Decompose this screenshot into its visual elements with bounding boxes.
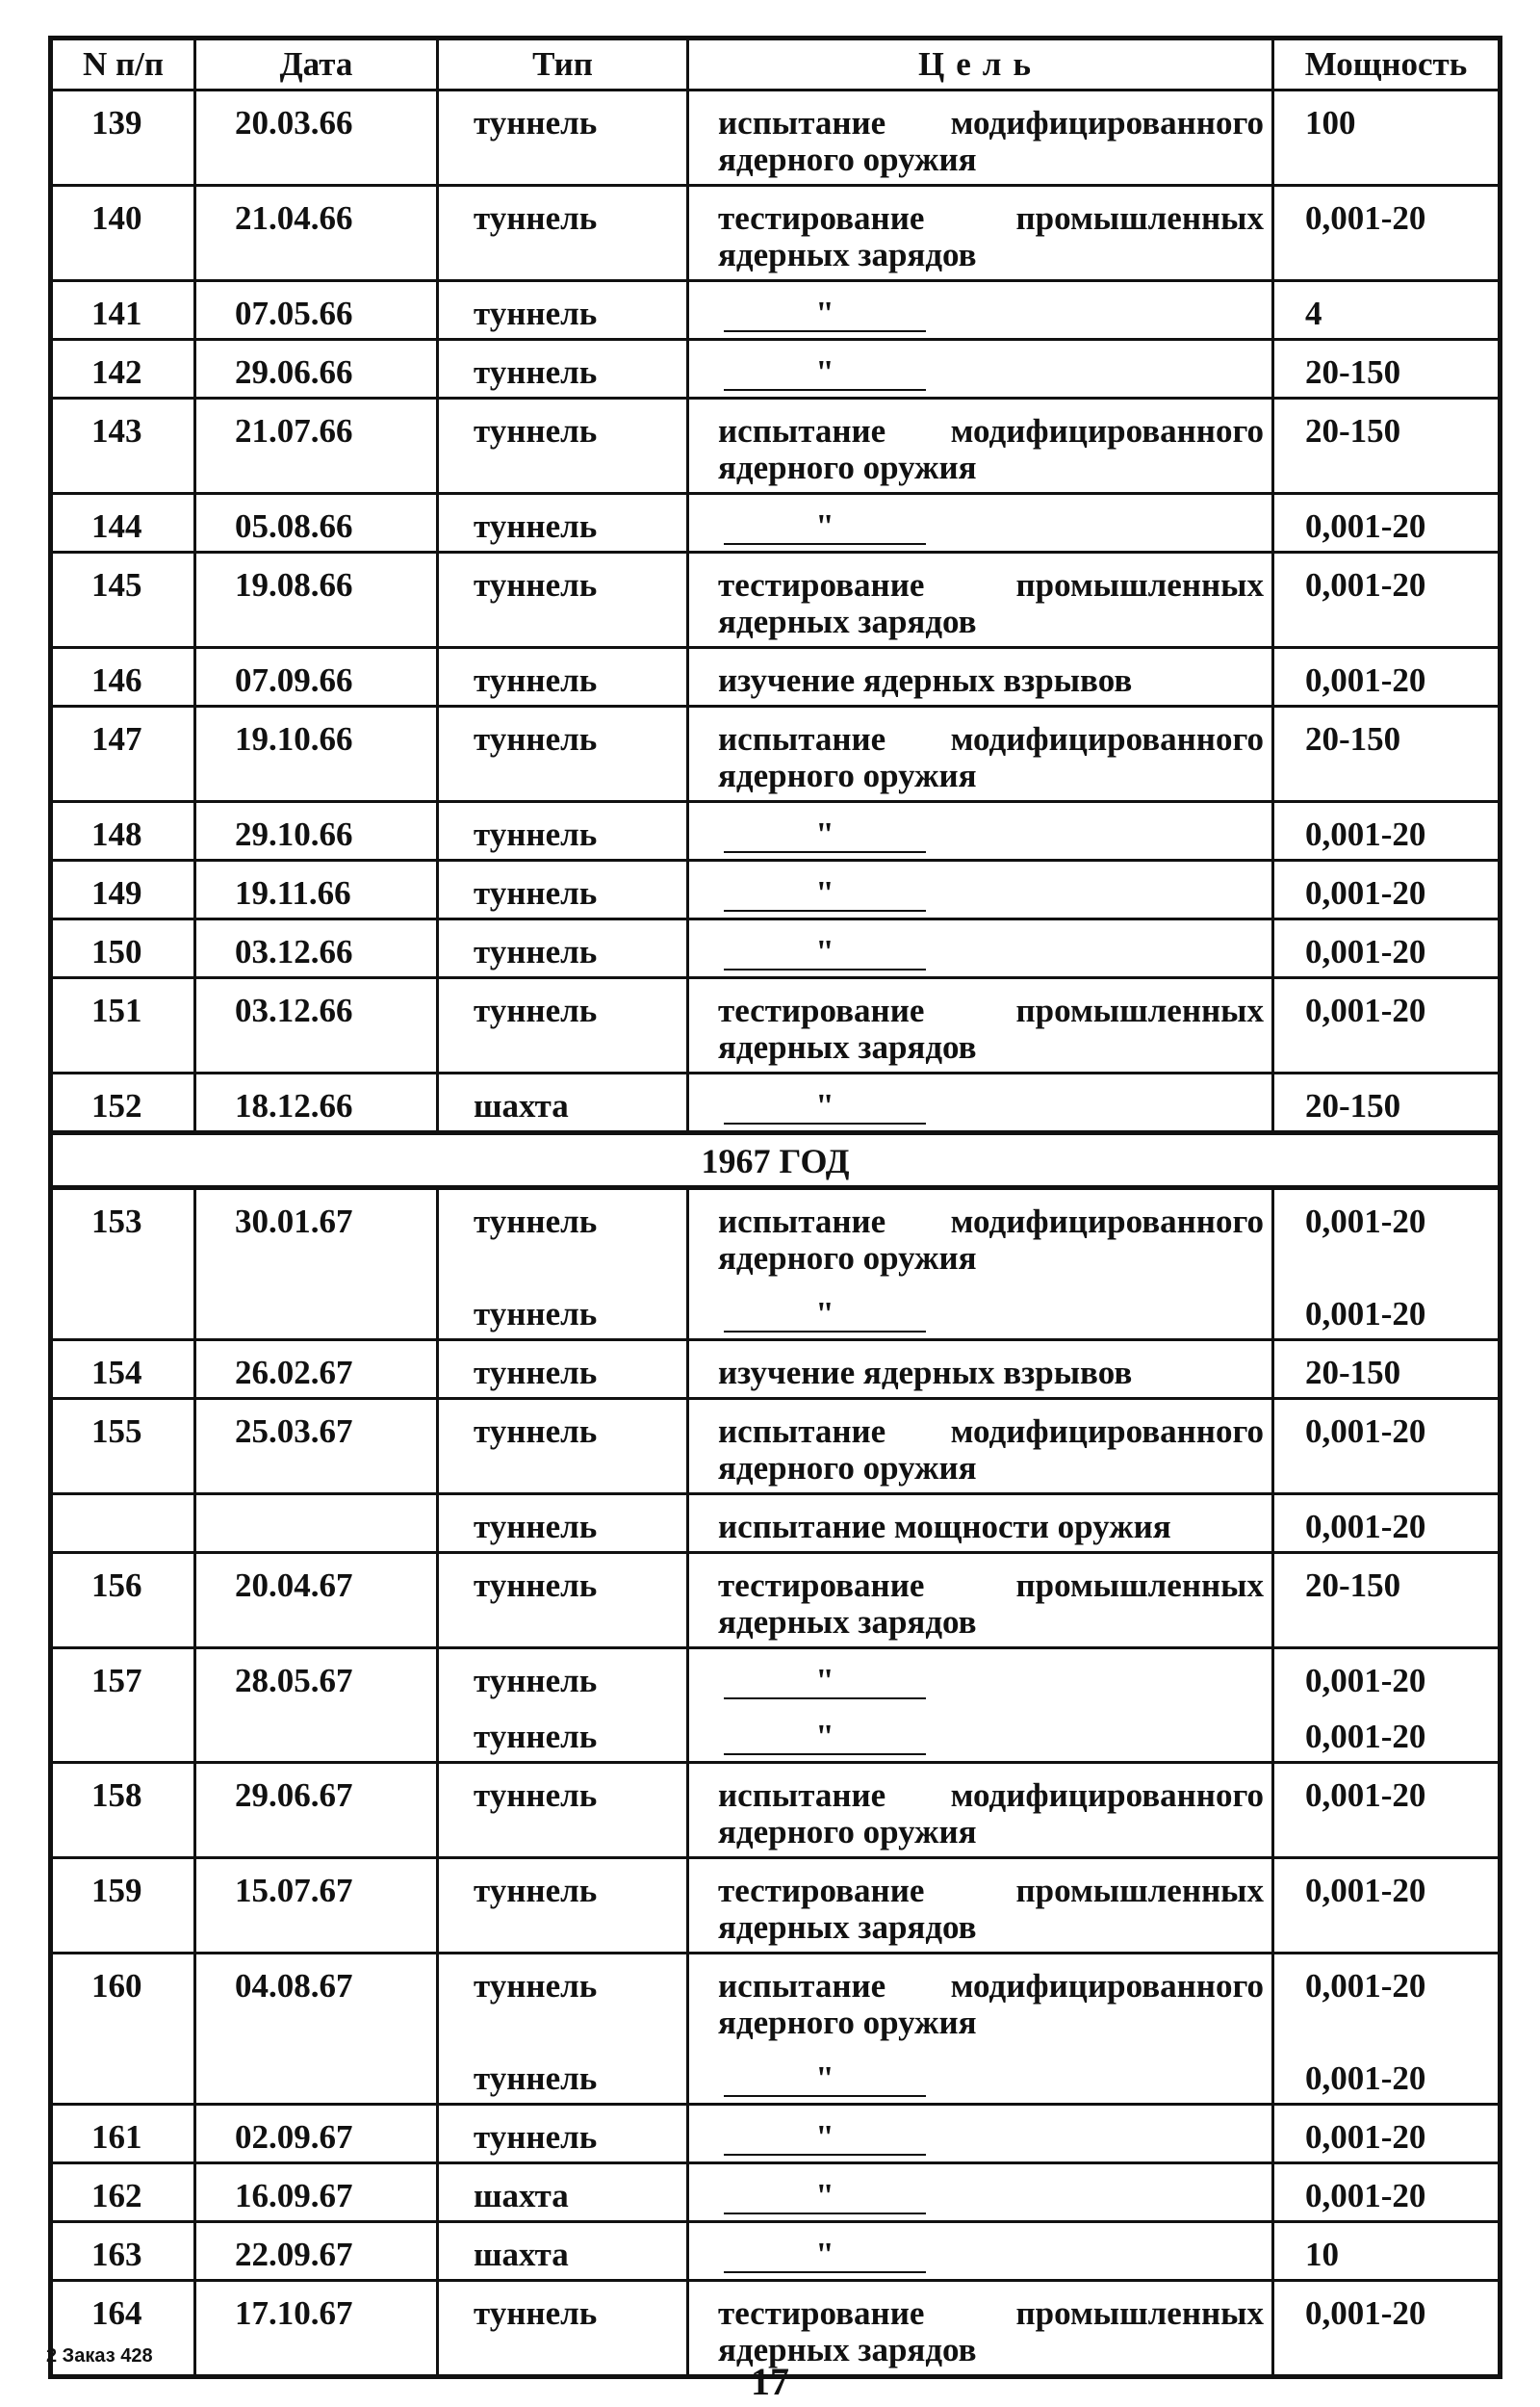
cell-power (1273, 919, 1501, 978)
entry-power: 0,001-20 (1305, 1718, 1426, 1755)
ditto-mark: " (724, 877, 926, 912)
table-row (51, 1494, 1501, 1553)
entry-power: 20-150 (1305, 720, 1401, 758)
table-row (51, 861, 1501, 919)
cell-date: 22.09.67 (195, 2222, 438, 2281)
entry-power: 0,001-20 (1305, 992, 1426, 1029)
entry-type: шахта (474, 2236, 569, 2273)
cell-goal (688, 1763, 1273, 1858)
cell-num: 160 (51, 1954, 195, 2105)
cell-num: 151 (51, 978, 195, 1074)
cell-date: 19.11.66 (195, 861, 438, 919)
cell-type (438, 707, 688, 802)
cell-goal (688, 1553, 1273, 1648)
entry-type: туннель (474, 2294, 598, 2332)
cell-power (1273, 1340, 1501, 1399)
cell-date: 05.08.66 (195, 494, 438, 553)
cell-goal (688, 1340, 1273, 1399)
entry-power: 0,001-20 (1305, 199, 1426, 237)
entry-goal: изучение ядерных взрывов (718, 1354, 1133, 1391)
year-row (51, 1133, 1501, 1188)
cell-date: 18.12.66 (195, 1074, 438, 1133)
entry-type: туннель (474, 104, 598, 142)
table-body (51, 91, 1501, 2377)
cell-power (1273, 399, 1501, 494)
header-row (51, 39, 1501, 91)
entry-goal: тестирование промышленных ядерных зарядов (718, 1872, 1264, 1946)
cell-goal (688, 1954, 1273, 2105)
table-row (51, 1340, 1501, 1399)
cell-type (438, 919, 688, 978)
entry-power: 0,001-20 (1305, 815, 1426, 853)
cell-num: 143 (51, 399, 195, 494)
cell-type (438, 91, 688, 186)
entry-goal: испытание модифицированного ядерного оружия (718, 104, 1264, 178)
cell-power (1273, 2222, 1501, 2281)
cell-goal (688, 648, 1273, 707)
entry-type: туннель (474, 295, 598, 332)
ditto-mark: " (724, 2062, 926, 2097)
table-row (51, 2163, 1501, 2222)
cell-power (1273, 707, 1501, 802)
cell-goal (688, 861, 1273, 919)
table-row (51, 1074, 1501, 1133)
cell-date: 25.03.67 (195, 1399, 438, 1494)
cell-type (438, 2222, 688, 2281)
entry-goal: тестирование промышленных ядерных зарядов (718, 199, 1264, 273)
ditto-mark: " (724, 1721, 926, 1755)
entry-type: туннель (474, 1718, 598, 1755)
cell-goal (688, 2163, 1273, 2222)
header-goal: Цель (688, 39, 1273, 91)
cell-type (438, 2105, 688, 2163)
ditto-mark: " (724, 510, 926, 545)
table-row (51, 1858, 1501, 1954)
entry-power: 10 (1305, 2236, 1339, 2273)
table-row (51, 1399, 1501, 1494)
entry-type: шахта (474, 2177, 569, 2214)
cell-power (1273, 648, 1501, 707)
ditto-mark: " (724, 1665, 926, 1699)
cell-power (1273, 2163, 1501, 2222)
entry-goal: испытание мощности оружия (718, 1508, 1171, 1545)
entry-type: туннель (474, 2059, 598, 2097)
entry-goal: тестирование промышленных ядерных зарядов (718, 992, 1264, 1066)
cell-type (438, 1553, 688, 1648)
ditto-mark: " (724, 1298, 926, 1333)
entry-power: 20-150 (1305, 1354, 1401, 1391)
entry-type: туннель (474, 2118, 598, 2156)
cell-goal (688, 1188, 1273, 1340)
table-row (51, 281, 1501, 340)
cell-type (438, 861, 688, 919)
cell-power (1273, 1648, 1501, 1763)
cell-num: 140 (51, 186, 195, 281)
cell-type (438, 648, 688, 707)
entry-goal: испытание модифицированного ядерного оружия (718, 1412, 1264, 1487)
table-row (51, 648, 1501, 707)
entry-type: туннель (474, 507, 598, 545)
cell-num: 155 (51, 1399, 195, 1494)
entry-power: 20-150 (1305, 1087, 1401, 1125)
cell-power (1273, 553, 1501, 648)
entry-type: туннель (474, 661, 598, 699)
entry-power: 100 (1305, 104, 1356, 142)
cell-power (1273, 978, 1501, 1074)
cell-type (438, 1399, 688, 1494)
cell-goal (688, 399, 1273, 494)
entry-power: 0,001-20 (1305, 1662, 1426, 1699)
cell-goal (688, 1648, 1273, 1763)
entry-type: туннель (474, 1662, 598, 1699)
ditto-mark: " (724, 2121, 926, 2156)
header-type: Тип (438, 39, 688, 91)
cell-power (1273, 1553, 1501, 1648)
cell-goal (688, 802, 1273, 861)
table-row (51, 494, 1501, 553)
cell-power (1273, 1188, 1501, 1340)
entry-type: туннель (474, 566, 598, 604)
entry-type: туннель (474, 933, 598, 971)
cell-date: 07.05.66 (195, 281, 438, 340)
entry-type: туннель (474, 720, 598, 758)
cell-type (438, 802, 688, 861)
cell-num: 150 (51, 919, 195, 978)
entry-power: 0,001-20 (1305, 933, 1426, 971)
table-row (51, 553, 1501, 648)
entry-type: туннель (474, 1203, 598, 1240)
entry-power: 0,001-20 (1305, 1203, 1426, 1240)
entry-power: 0,001-20 (1305, 1412, 1426, 1450)
cell-date: 29.06.67 (195, 1763, 438, 1858)
cell-power (1273, 1858, 1501, 1954)
cell-goal (688, 494, 1273, 553)
cell-goal (688, 186, 1273, 281)
cell-date: 16.09.67 (195, 2163, 438, 2222)
cell-date: 26.02.67 (195, 1340, 438, 1399)
entry-power: 0,001-20 (1305, 874, 1426, 912)
cell-power (1273, 281, 1501, 340)
cell-goal (688, 707, 1273, 802)
cell-date: 21.07.66 (195, 399, 438, 494)
table-row (51, 340, 1501, 399)
entry-goal: испытание модифицированного ядерного оружия (718, 1776, 1264, 1851)
entry-goal: испытание модифицированного ядерного оружия (718, 720, 1264, 794)
cell-date: 19.08.66 (195, 553, 438, 648)
entry-type: туннель (474, 1354, 598, 1391)
entry-power: 0,001-20 (1305, 507, 1426, 545)
footer-note: 2 Заказ 428 (46, 2345, 153, 2367)
entry-power: 0,001-20 (1305, 1295, 1426, 1333)
cell-num: 164 (51, 2281, 195, 2377)
table-row (51, 707, 1501, 802)
entry-power: 20-150 (1305, 412, 1401, 450)
entry-type: туннель (474, 1295, 598, 1333)
cell-power (1273, 340, 1501, 399)
cell-power (1273, 494, 1501, 553)
cell-goal (688, 2105, 1273, 2163)
ditto-mark: " (724, 2180, 926, 2214)
cell-date: 30.01.67 (195, 1188, 438, 1340)
cell-type (438, 1074, 688, 1133)
entry-type: туннель (474, 1566, 598, 1604)
cell-type (438, 1188, 688, 1340)
cell-goal (688, 1494, 1273, 1553)
cell-num: 148 (51, 802, 195, 861)
cell-num (51, 1494, 195, 1553)
entry-power: 0,001-20 (1305, 1776, 1426, 1814)
entry-type: шахта (474, 1087, 569, 1125)
year-heading: 1967 ГОД (51, 1133, 1501, 1188)
entry-type: туннель (474, 353, 598, 391)
cell-power (1273, 802, 1501, 861)
cell-num: 144 (51, 494, 195, 553)
cell-type (438, 1763, 688, 1858)
cell-num: 139 (51, 91, 195, 186)
cell-date: 20.03.66 (195, 91, 438, 186)
cell-power (1273, 1399, 1501, 1494)
cell-date: 28.05.67 (195, 1648, 438, 1763)
cell-power (1273, 1954, 1501, 2105)
cell-type (438, 1340, 688, 1399)
cell-num: 154 (51, 1340, 195, 1399)
cell-type (438, 1954, 688, 2105)
cell-num: 162 (51, 2163, 195, 2222)
header-num: N п/п (51, 39, 195, 91)
entry-power: 0,001-20 (1305, 2118, 1426, 2156)
cell-num: 142 (51, 340, 195, 399)
ditto-mark: " (724, 936, 926, 971)
entry-power: 20-150 (1305, 353, 1401, 391)
cell-date (195, 1494, 438, 1553)
table-row (51, 1553, 1501, 1648)
cell-num: 157 (51, 1648, 195, 1763)
cell-type (438, 494, 688, 553)
table-row (51, 802, 1501, 861)
entry-goal: испытание модифицированного ядерного оружия (718, 412, 1264, 486)
cell-num: 156 (51, 1553, 195, 1648)
entry-goal: тестирование промышленных ядерных зарядов (718, 566, 1264, 640)
cell-goal (688, 91, 1273, 186)
table-row (51, 1188, 1501, 1340)
cell-goal (688, 2222, 1273, 2281)
table-row (51, 2105, 1501, 2163)
entry-power: 0,001-20 (1305, 1967, 1426, 2005)
entry-power: 0,001-20 (1305, 1872, 1426, 1909)
entry-goal: тестирование промышленных ядерных зарядов (718, 2294, 1264, 2368)
table-row (51, 978, 1501, 1074)
cell-type (438, 340, 688, 399)
cell-goal (688, 1399, 1273, 1494)
cell-date: 21.04.66 (195, 186, 438, 281)
cell-date: 03.12.66 (195, 919, 438, 978)
entry-type: туннель (474, 992, 598, 1029)
table-row (51, 2222, 1501, 2281)
tests-table (48, 36, 1502, 2379)
cell-date: 07.09.66 (195, 648, 438, 707)
cell-type (438, 553, 688, 648)
table-row (51, 919, 1501, 978)
entry-power: 4 (1305, 295, 1322, 332)
cell-type (438, 186, 688, 281)
entry-type: туннель (474, 815, 598, 853)
cell-num: 146 (51, 648, 195, 707)
table-row (51, 186, 1501, 281)
ditto-mark: " (724, 818, 926, 853)
cell-date: 15.07.67 (195, 1858, 438, 1954)
entry-goal: испытание модифицированного ядерного оружия (718, 1203, 1264, 1277)
entry-power: 20-150 (1305, 1566, 1401, 1604)
cell-num: 141 (51, 281, 195, 340)
entry-type: туннель (474, 199, 598, 237)
cell-num: 147 (51, 707, 195, 802)
entry-type: туннель (474, 1412, 598, 1450)
ditto-mark: " (724, 356, 926, 391)
entry-type: туннель (474, 1967, 598, 2005)
cell-type (438, 1494, 688, 1553)
cell-date: 19.10.66 (195, 707, 438, 802)
cell-num: 163 (51, 2222, 195, 2281)
entry-power: 0,001-20 (1305, 1508, 1426, 1545)
cell-date: 20.04.67 (195, 1553, 438, 1648)
cell-type (438, 1858, 688, 1954)
cell-power (1273, 91, 1501, 186)
entry-type: туннель (474, 412, 598, 450)
cell-type (438, 1648, 688, 1763)
cell-goal (688, 978, 1273, 1074)
header-power: Мощность (1273, 39, 1501, 91)
cell-date: 03.12.66 (195, 978, 438, 1074)
cell-power (1273, 186, 1501, 281)
table-row (51, 1954, 1501, 2105)
cell-date: 02.09.67 (195, 2105, 438, 2163)
cell-power (1273, 2105, 1501, 2163)
entry-power: 0,001-20 (1305, 2294, 1426, 2332)
cell-goal (688, 1074, 1273, 1133)
cell-date: 17.10.67 (195, 2281, 438, 2377)
header-date: Дата (195, 39, 438, 91)
cell-num: 152 (51, 1074, 195, 1133)
cell-power (1273, 1074, 1501, 1133)
entry-power: 0,001-20 (1305, 2177, 1426, 2214)
cell-date: 29.10.66 (195, 802, 438, 861)
cell-num: 149 (51, 861, 195, 919)
cell-type (438, 281, 688, 340)
entry-goal: тестирование промышленных ядерных зарядов (718, 1566, 1264, 1641)
ditto-mark: " (724, 2239, 926, 2273)
ditto-mark: " (724, 298, 926, 332)
entry-type: туннель (474, 1508, 598, 1545)
cell-power (1273, 1763, 1501, 1858)
cell-power (1273, 861, 1501, 919)
cell-goal (688, 340, 1273, 399)
cell-num: 161 (51, 2105, 195, 2163)
cell-num: 159 (51, 1858, 195, 1954)
entry-type: туннель (474, 1872, 598, 1909)
entry-type: туннель (474, 874, 598, 912)
page-number: 17 (751, 2360, 789, 2403)
ditto-mark: " (724, 1090, 926, 1125)
entry-power: 0,001-20 (1305, 566, 1426, 604)
table-row (51, 91, 1501, 186)
cell-goal (688, 1858, 1273, 1954)
cell-type (438, 978, 688, 1074)
entry-type: туннель (474, 1776, 598, 1814)
cell-goal (688, 553, 1273, 648)
cell-date: 04.08.67 (195, 1954, 438, 2105)
cell-num: 153 (51, 1188, 195, 1340)
table-row (51, 1763, 1501, 1858)
cell-type (438, 2163, 688, 2222)
cell-type (438, 399, 688, 494)
cell-power (1273, 1494, 1501, 1553)
entry-power: 0,001-20 (1305, 661, 1426, 699)
entry-power: 0,001-20 (1305, 2059, 1426, 2097)
entry-goal: изучение ядерных взрывов (718, 661, 1133, 699)
cell-num: 158 (51, 1763, 195, 1858)
entry-goal: испытание модифицированного ядерного оружия (718, 1967, 1264, 2041)
table-row (51, 1648, 1501, 1763)
cell-num: 145 (51, 553, 195, 648)
cell-goal (688, 281, 1273, 340)
cell-goal (688, 919, 1273, 978)
table-row (51, 399, 1501, 494)
cell-date: 29.06.66 (195, 340, 438, 399)
